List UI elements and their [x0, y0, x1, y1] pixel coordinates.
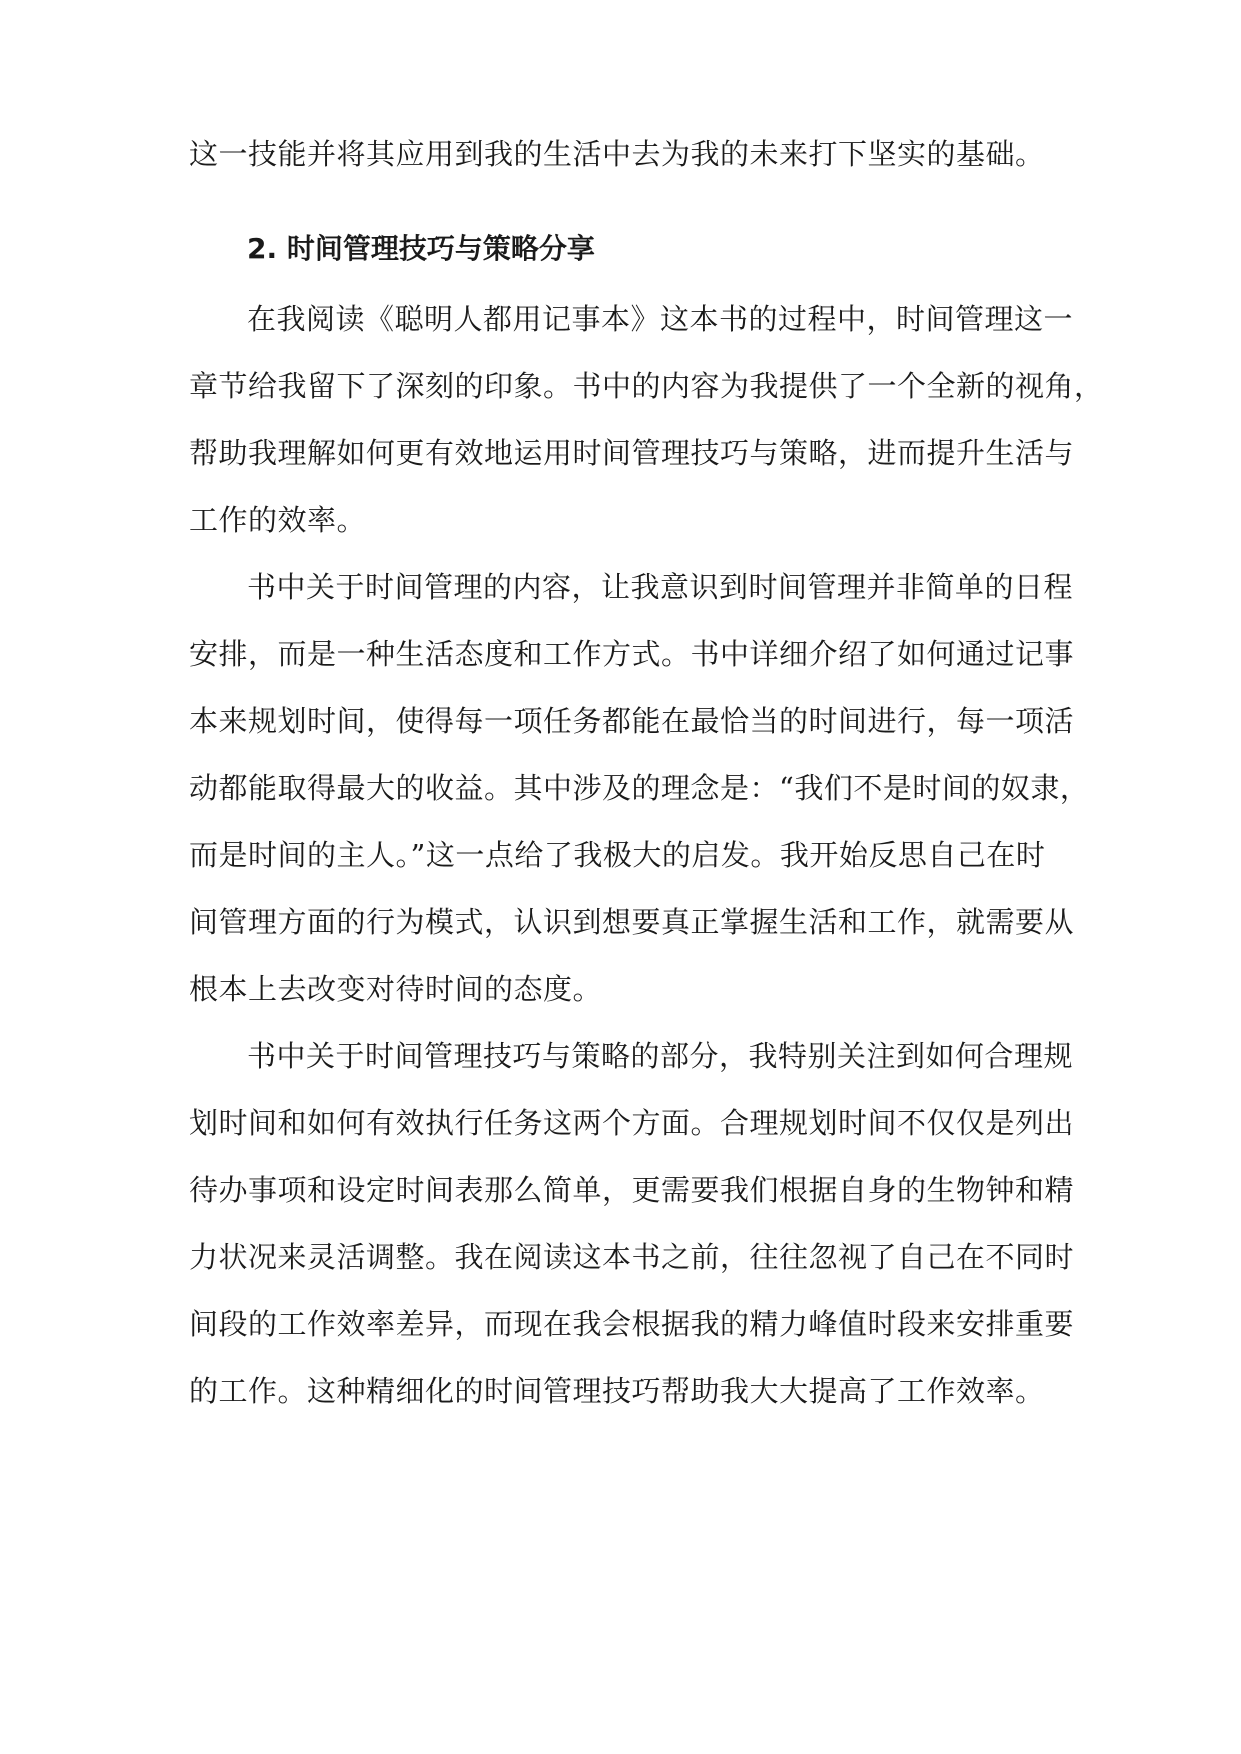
paragraph-line: 间管理方面的行为模式，认识到想要真正掌握生活和工作，就需要从 — [189, 905, 1075, 939]
paragraph-line: 本来规划时间，使得每一项任务都能在最恰当的时间进行，每一项活 — [189, 704, 1075, 738]
paragraph-line: 力状况来灵活调整。我在阅读这本书之前，往往忽视了自己在不同时 — [189, 1240, 1075, 1274]
paragraph-line: 章节给我留下了深刻的印象。书中的内容为我提供了一个全新的视角， — [189, 369, 1104, 403]
paragraph-line: 而是时间的主人。”这一点给了我极大的启发。我开始反思自己在时 — [189, 838, 1046, 872]
paragraph-line: 待办事项和设定时间表那么简单，更需要我们根据自身的生物钟和精 — [189, 1173, 1075, 1207]
paragraph-line: 帮助我理解如何更有效地运用时间管理技巧与策略，进而提升生活与 — [189, 436, 1075, 470]
paragraph-line: 间段的工作效率差异，而现在我会根据我的精力峰值时段来安排重要 — [189, 1307, 1075, 1341]
paragraph-line: 动都能取得最大的收益。其中涉及的理念是：“我们不是时间的奴隶， — [189, 771, 1090, 805]
paragraph-line: 书中关于时间管理技巧与策略的部分，我特别关注到如何合理规 — [247, 1039, 1074, 1073]
paragraph-line: 划时间和如何有效执行任务这两个方面。合理规划时间不仅仅是列出 — [189, 1106, 1075, 1140]
paragraph-line: 的工作。这种精细化的时间管理技巧帮助我大大提高了工作效率。 — [189, 1374, 1045, 1408]
paragraph-line: 书中关于时间管理的内容，让我意识到时间管理并非简单的日程 — [247, 570, 1074, 604]
paragraph-line: 安排，而是一种生活态度和工作方式。书中详细介绍了如何通过记事 — [189, 637, 1075, 671]
paragraph-line: 根本上去改变对待时间的态度。 — [189, 972, 603, 1006]
section-heading: 2. 时间管理技巧与策略分享 — [247, 232, 595, 265]
paragraph-line: 工作的效率。 — [189, 503, 367, 537]
intro-text-line: 这一技能并将其应用到我的生活中去为我的未来打下坚实的基础。 — [189, 137, 1045, 171]
paragraph-line: 在我阅读《聪明人都用记事本》这本书的过程中，时间管理这一 — [247, 302, 1074, 336]
